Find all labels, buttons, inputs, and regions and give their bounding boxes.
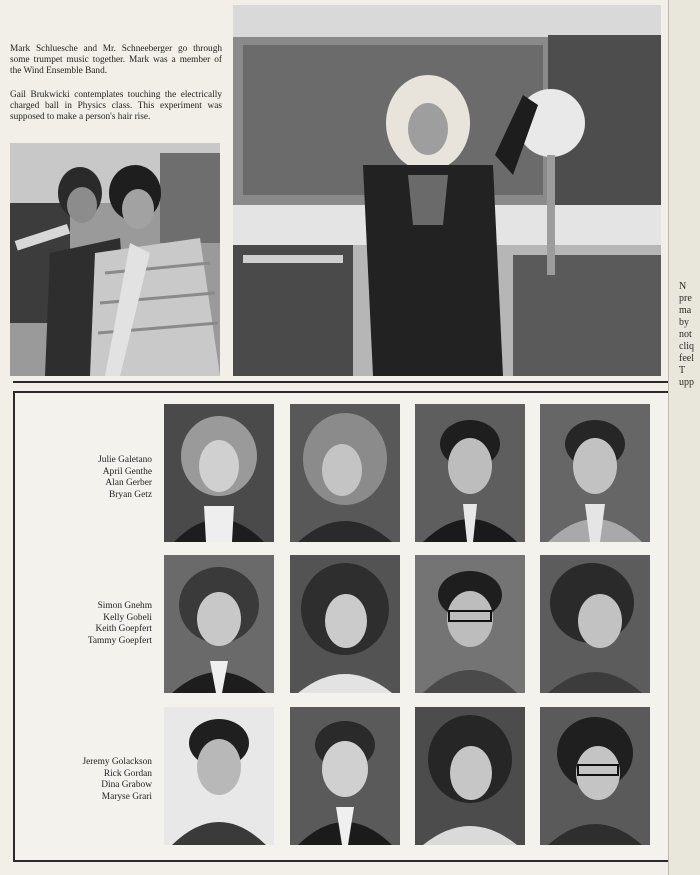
portrait-row-2-names (88, 601, 152, 647)
text-fragment: pre (679, 293, 692, 304)
student-name: Bryan Getz (109, 489, 152, 500)
student-portrait (540, 404, 650, 542)
portrait-row-1-names (98, 455, 152, 501)
trumpet-music-photo (10, 143, 220, 376)
facing-page-edge (668, 0, 700, 875)
student-name: Jeremy Golackson (82, 757, 152, 767)
student-portrait (415, 707, 525, 845)
student-portrait (290, 404, 400, 542)
physics-photo-caption: Gail Brukwicki contemplates touching the electrically charged ball in Physics class. This experiment was supposed to make a person's hair rise. (10, 90, 222, 122)
text-fragment: by (679, 317, 689, 328)
student-name: Maryse Grari (101, 791, 152, 802)
student-name: Tammy Goepfert (87, 635, 152, 646)
student-portrait (164, 555, 274, 693)
text-fragment: cliq (679, 341, 694, 352)
student-name: Keith Goepfert (95, 624, 152, 634)
text-fragment: upp (679, 377, 694, 388)
student-portrait (290, 555, 400, 693)
student-name: Julie Galetano (98, 455, 152, 465)
text-fragment: T (679, 365, 686, 376)
text-fragment: not (679, 329, 692, 340)
student-name: April Genthe (102, 466, 152, 477)
text-fragment: feel (679, 353, 694, 364)
student-name: Simon Gnehm (97, 601, 152, 611)
student-portrait (540, 707, 650, 845)
trumpet-photo-caption: Mark Schluesche and Mr. Schneeberger go through some trumpet music together. Mark was a member of the Wind Ensemble Band. (10, 44, 222, 76)
student-portrait (540, 555, 650, 693)
student-name: Dina Grabow (101, 780, 152, 790)
section-divider (13, 381, 673, 383)
student-portrait (415, 404, 525, 542)
student-name: Alan Gerber (105, 478, 152, 488)
student-portrait (164, 404, 274, 542)
student-portrait (164, 707, 274, 845)
portrait-row-3-names (82, 757, 152, 803)
student-name: Rick Gordan (103, 768, 152, 779)
text-fragment: N (679, 281, 687, 292)
student-portrait (290, 707, 400, 845)
text-fragment: ma (679, 305, 692, 316)
student-name: Kelly Gobeli (103, 612, 152, 623)
physics-class-photo (233, 5, 661, 376)
student-portrait (415, 555, 525, 693)
